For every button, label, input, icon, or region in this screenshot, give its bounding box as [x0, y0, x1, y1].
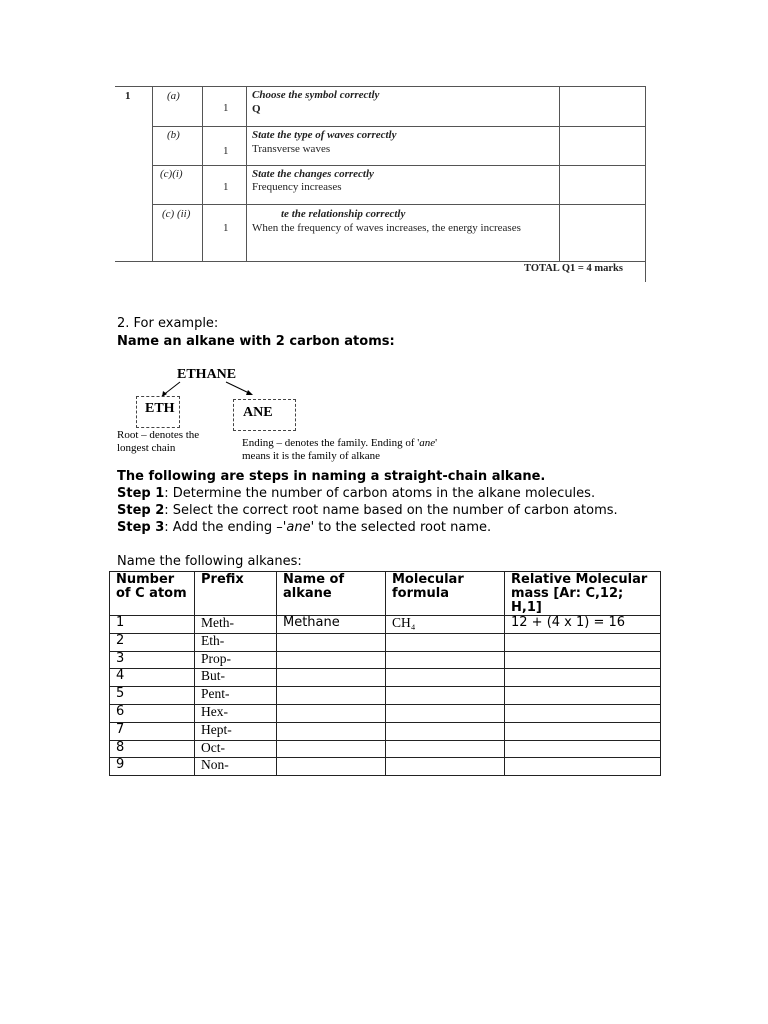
scan-line: [152, 86, 153, 262]
criterion-answer: Q: [252, 103, 261, 115]
prefix-cell: Eth-: [195, 633, 277, 651]
alkane-name-cell[interactable]: [277, 704, 386, 722]
scan-line: [645, 86, 646, 282]
table-row: [110, 616, 661, 634]
table-row: [110, 669, 661, 687]
root-box: [136, 396, 180, 428]
part-label: (a): [167, 90, 180, 102]
mark-value: 1: [223, 145, 229, 157]
prefix-cell: Prop-: [195, 651, 277, 669]
table-row: [110, 633, 661, 651]
molar-mass-cell[interactable]: [505, 669, 661, 687]
ending-note-line: [242, 437, 437, 450]
carbon-count-cell: 9: [110, 758, 195, 776]
step-label: Step 3: [117, 520, 165, 535]
criterion-heading: Choose the symbol correctly: [252, 89, 380, 101]
scan-line: [559, 86, 560, 262]
step-text: : Determine the number of carbon atoms in the alkane molecules.: [164, 486, 596, 501]
step-1: [117, 486, 595, 501]
carbon-count-cell: 7: [110, 722, 195, 740]
ending-note-line: means it is the family of alkane: [242, 450, 381, 462]
table-caption: Name the following alkanes:: [117, 554, 302, 569]
prefix-cell: Meth-: [195, 616, 277, 634]
mark-value: 1: [223, 102, 229, 114]
ending-note-text: Ending – denotes the family. Ending of ': [242, 437, 420, 449]
carbon-count-cell: 2: [110, 633, 195, 651]
root-note-line: Root – denotes the: [117, 429, 200, 441]
formula-cell[interactable]: [386, 722, 505, 740]
ending-note-text: ': [435, 437, 438, 449]
formula-cell[interactable]: [386, 633, 505, 651]
prefix-cell: Non-: [195, 758, 277, 776]
molar-mass-cell[interactable]: [505, 722, 661, 740]
alkane-name-cell[interactable]: [277, 669, 386, 687]
formula-cell[interactable]: [386, 704, 505, 722]
table-row: [110, 704, 661, 722]
step-text: : Select the correct root name based on the number of carbon atoms.: [164, 503, 618, 518]
part-label: (b): [167, 129, 180, 141]
criterion-answer: Transverse waves: [252, 143, 331, 155]
alkane-name-cell[interactable]: [277, 722, 386, 740]
ethane-word: ETHANE: [177, 367, 237, 382]
alkane-name-cell[interactable]: [277, 687, 386, 705]
header-cell: Molecular formula: [386, 572, 505, 616]
arrow-head: [246, 390, 253, 395]
carbon-count-cell: 8: [110, 740, 195, 758]
prefix-cell: Hept-: [195, 722, 277, 740]
formula-cell[interactable]: [386, 669, 505, 687]
criterion-heading: te the relationship correctly: [281, 208, 406, 220]
scan-line: [152, 204, 645, 205]
root-text: ETH: [145, 401, 175, 416]
scan-line: [152, 165, 645, 166]
header-cell: Name of alkane: [277, 572, 386, 616]
step-text: : Add the ending –': [164, 520, 287, 535]
question-number: 1: [125, 90, 131, 102]
total-marks: TOTAL Q1 = 4 marks: [524, 263, 623, 274]
prefix-cell: Hex-: [195, 704, 277, 722]
criterion-heading: State the type of waves correctly: [252, 129, 397, 141]
root-note: [117, 429, 199, 455]
scan-line: [152, 126, 645, 127]
carbon-count-cell: 4: [110, 669, 195, 687]
ending-text: ANE: [243, 405, 273, 420]
example-heading: 2. For example:: [117, 316, 219, 331]
steps-intro: The following are steps in naming a straight-chain alkane.: [117, 469, 546, 484]
scan-line: [202, 86, 203, 262]
molar-mass-cell[interactable]: [505, 651, 661, 669]
table-row: [110, 651, 661, 669]
scan-line: [115, 86, 645, 87]
table-row: [110, 758, 661, 776]
carbon-count-cell: 6: [110, 704, 195, 722]
root-note-line: longest chain: [117, 442, 176, 454]
prefix-cell: Oct-: [195, 740, 277, 758]
alkane-name-cell: Methane: [277, 616, 386, 634]
alkane-table: [109, 571, 661, 776]
formula-cell[interactable]: [386, 758, 505, 776]
alkane-name-cell[interactable]: [277, 651, 386, 669]
step-2: [117, 503, 618, 518]
carbon-count-cell: 3: [110, 651, 195, 669]
alkane-name-cell[interactable]: [277, 633, 386, 651]
header-cell: Number of C atom: [110, 572, 195, 616]
table-row: [110, 740, 661, 758]
part-label: (c)(i): [160, 168, 183, 180]
table-row: [110, 687, 661, 705]
molar-mass-cell[interactable]: [505, 704, 661, 722]
formula-cell[interactable]: [386, 651, 505, 669]
ending-note-italic: ane: [419, 437, 436, 449]
criterion-answer: When the frequency of waves increases, the energy increases: [252, 222, 521, 234]
formula-cell: CH₄: [386, 616, 505, 634]
carbon-count-cell: 5: [110, 687, 195, 705]
scan-line: [115, 261, 645, 262]
header-cell: Prefix: [195, 572, 277, 616]
header-cell: Relative Molecular mass [Ar: C,12; H,1]: [505, 572, 661, 616]
carbon-count-cell: 1: [110, 616, 195, 634]
example-prompt: Name an alkane with 2 carbon atoms:: [117, 334, 395, 349]
scan-line: [246, 86, 247, 262]
prefix-cell: But-: [195, 669, 277, 687]
criterion-heading: State the changes correctly: [252, 168, 374, 180]
molar-mass-cell[interactable]: [505, 687, 661, 705]
criterion-answer: Frequency increases: [252, 181, 342, 193]
table-row: [110, 722, 661, 740]
molar-mass-cell[interactable]: [505, 633, 661, 651]
mark-value: 1: [223, 181, 229, 193]
marking-scheme-scan: [115, 86, 647, 282]
part-label: (c) (ii): [162, 208, 191, 220]
step-3: [117, 520, 491, 535]
step-label: Step 1: [117, 486, 165, 501]
formula-cell[interactable]: [386, 740, 505, 758]
step-label: Step 2: [117, 503, 165, 518]
alkane-name-cell[interactable]: [277, 740, 386, 758]
ending-note: [242, 437, 437, 463]
ending-box: [233, 399, 296, 431]
table-header-row: [110, 572, 661, 616]
molar-mass-cell[interactable]: [505, 758, 661, 776]
alkane-name-cell[interactable]: [277, 758, 386, 776]
step-text: ' to the selected root name.: [310, 520, 492, 535]
formula-cell[interactable]: [386, 687, 505, 705]
molar-mass-cell[interactable]: [505, 740, 661, 758]
molar-mass-cell: 12 + (4 x 1) = 16: [505, 616, 661, 634]
step-text-italic: ane: [286, 520, 311, 535]
prefix-cell: Pent-: [195, 687, 277, 705]
mark-value: 1: [223, 222, 229, 234]
